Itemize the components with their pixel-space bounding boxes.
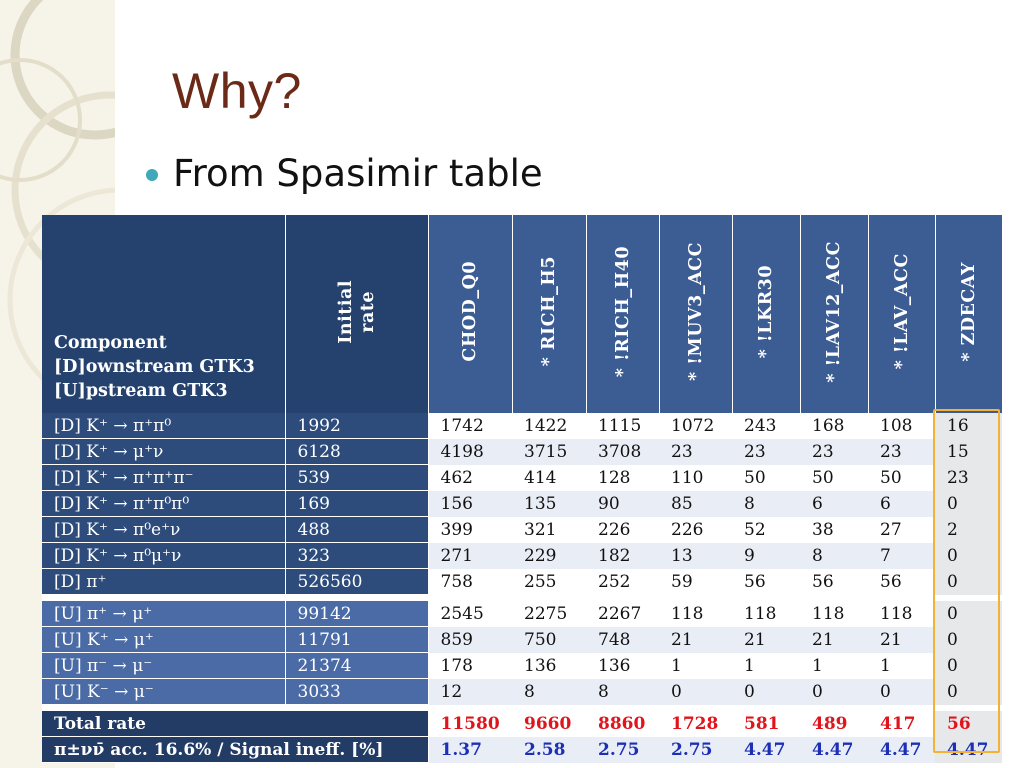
row-value: 2275 [512, 601, 586, 627]
row-value: 108 [868, 413, 935, 439]
signal-ineff-value: 4.47 [868, 737, 935, 763]
row-value: 8 [800, 543, 868, 569]
row-value: 0 [935, 679, 1002, 705]
slide-title: Why? [172, 63, 302, 119]
row-label: [U] K⁺ → μ⁺ [42, 627, 285, 653]
row-value: 321 [512, 517, 586, 543]
component-header-line: [U]pstream GTK3 [54, 381, 228, 401]
component-header [42, 215, 285, 413]
row-value: 1115 [586, 413, 659, 439]
row-value: 4198 [428, 439, 512, 465]
row-value: 2545 [428, 601, 512, 627]
downstream-rows [42, 413, 1002, 595]
initial-rate-line: rate [357, 290, 378, 333]
row-value: 12 [428, 679, 512, 705]
initial-rate-header [285, 215, 428, 413]
row-value: 462 [428, 465, 512, 491]
row-value: 50 [800, 465, 868, 491]
row-value: 59 [659, 569, 732, 595]
row-value: 23 [732, 439, 800, 465]
row-value: 1 [800, 653, 868, 679]
row-value: 1742 [428, 413, 512, 439]
row-value: 156 [428, 491, 512, 517]
row-value: 110 [659, 465, 732, 491]
total-rows [42, 711, 1002, 763]
signal-ineff-value: 1.37 [428, 737, 512, 763]
table-row [42, 491, 1002, 517]
col-header [935, 215, 1002, 413]
signal-ineff-value: 4.47 [935, 737, 1002, 763]
row-value: 168 [800, 413, 868, 439]
column-header-label: * !LAV_ACC [891, 253, 912, 370]
total-rate-value: 1728 [659, 711, 732, 737]
component-header-line: Component [54, 333, 167, 353]
row-value: 52 [732, 517, 800, 543]
row-value: 0 [935, 627, 1002, 653]
signal-ineff-value: 4.47 [800, 737, 868, 763]
total-rate-value: 56 [935, 711, 1002, 737]
row-value: 226 [586, 517, 659, 543]
row-value: 0 [935, 601, 1002, 627]
total-rate-value: 581 [732, 711, 800, 737]
col-header [512, 215, 586, 413]
row-value: 414 [512, 465, 586, 491]
row-value: 13 [659, 543, 732, 569]
row-value: 271 [428, 543, 512, 569]
row-value: 0 [659, 679, 732, 705]
row-value: 255 [512, 569, 586, 595]
row-value: 56 [800, 569, 868, 595]
row-label: [U] π⁺ → μ⁺ [42, 601, 285, 627]
row-value: 27 [868, 517, 935, 543]
row-value: 118 [868, 601, 935, 627]
row-initial-rate: 11791 [285, 627, 428, 653]
row-value: 6 [800, 491, 868, 517]
row-value: 3715 [512, 439, 586, 465]
row-value: 8 [512, 679, 586, 705]
row-value: 243 [732, 413, 800, 439]
row-initial-rate: 21374 [285, 653, 428, 679]
column-header-label: CHOD_Q0 [460, 261, 480, 362]
row-value: 8 [732, 491, 800, 517]
row-value: 56 [868, 569, 935, 595]
row-value: 1422 [512, 413, 586, 439]
col-header [428, 215, 512, 413]
total-rate-value: 489 [800, 711, 868, 737]
row-label: [D] K⁺ → μ⁺ν [42, 439, 285, 465]
table-row [42, 601, 1002, 627]
row-value: 3708 [586, 439, 659, 465]
total-rate-value: 417 [868, 711, 935, 737]
row-value: 21 [868, 627, 935, 653]
row-value: 182 [586, 543, 659, 569]
row-value: 15 [935, 439, 1002, 465]
bullet-item [146, 152, 543, 195]
row-value: 16 [935, 413, 1002, 439]
row-value: 85 [659, 491, 732, 517]
total-rate-row [42, 711, 1002, 737]
row-value: 0 [935, 569, 1002, 595]
table-row [42, 569, 1002, 595]
row-value: 2 [935, 517, 1002, 543]
table-row [42, 627, 1002, 653]
row-label: [D] K⁺ → π⁺π⁰π⁰ [42, 491, 285, 517]
row-value: 6 [868, 491, 935, 517]
row-initial-rate: 6128 [285, 439, 428, 465]
row-value: 136 [586, 653, 659, 679]
row-value: 0 [732, 679, 800, 705]
row-label: [U] π⁻ → μ⁻ [42, 653, 285, 679]
total-rate-value: 11580 [428, 711, 512, 737]
row-value: 23 [800, 439, 868, 465]
row-initial-rate: 169 [285, 491, 428, 517]
row-value: 135 [512, 491, 586, 517]
bullet-dot-icon [146, 169, 158, 181]
row-value: 226 [659, 517, 732, 543]
row-initial-rate: 323 [285, 543, 428, 569]
table-row [42, 679, 1002, 705]
row-value: 50 [732, 465, 800, 491]
row-value: 1 [868, 653, 935, 679]
row-label: [D] K⁺ → π⁺π⁺π⁻ [42, 465, 285, 491]
column-header-label: * !RICH_H40 [612, 245, 633, 378]
table-row [42, 543, 1002, 569]
row-value: 50 [868, 465, 935, 491]
row-value: 399 [428, 517, 512, 543]
row-value: 7 [868, 543, 935, 569]
row-value: 748 [586, 627, 659, 653]
column-header-label: * !LAV12_ACC [824, 240, 844, 383]
signal-ineff-value: 2.75 [586, 737, 659, 763]
upstream-rows [42, 601, 1002, 705]
row-value: 23 [868, 439, 935, 465]
row-value: 859 [428, 627, 512, 653]
row-value: 21 [800, 627, 868, 653]
col-header [586, 215, 659, 413]
table-row [42, 653, 1002, 679]
total-rate-label: Total rate [42, 711, 428, 737]
row-value: 178 [428, 653, 512, 679]
column-header-label: * ZDECAY [958, 261, 979, 362]
column-header-label: * RICH_H5 [539, 256, 559, 367]
row-value: 0 [800, 679, 868, 705]
component-header-line: [D]ownstream GTK3 [54, 357, 255, 377]
row-initial-rate: 539 [285, 465, 428, 491]
signal-ineff-row [42, 737, 1002, 763]
row-label: [D] K⁺ → π⁰μ⁺ν [42, 543, 285, 569]
col-header [659, 215, 732, 413]
signal-ineff-value: 2.75 [659, 737, 732, 763]
row-value: 758 [428, 569, 512, 595]
row-value: 21 [732, 627, 800, 653]
row-value: 0 [935, 653, 1002, 679]
row-value: 1 [659, 653, 732, 679]
row-value: 90 [586, 491, 659, 517]
row-value: 252 [586, 569, 659, 595]
table-row [42, 517, 1002, 543]
signal-ineff-value: 2.58 [512, 737, 586, 763]
table-row [42, 439, 1002, 465]
row-value: 56 [732, 569, 800, 595]
total-rate-value: 9660 [512, 711, 586, 737]
table-row [42, 413, 1002, 439]
row-value: 118 [800, 601, 868, 627]
total-rate-value: 8860 [586, 711, 659, 737]
row-initial-rate: 3033 [285, 679, 428, 705]
signal-ineff-value: 4.47 [732, 737, 800, 763]
row-value: 0 [868, 679, 935, 705]
row-value: 1 [732, 653, 800, 679]
row-value: 128 [586, 465, 659, 491]
row-value: 23 [659, 439, 732, 465]
bullet-text: From Spasimir table [173, 152, 543, 195]
row-value: 118 [659, 601, 732, 627]
column-header-label: * !MUV3_ACC [685, 242, 706, 381]
row-initial-rate: 488 [285, 517, 428, 543]
column-header-label: * !LKR30 [756, 264, 776, 359]
row-value: 118 [732, 601, 800, 627]
row-value: 136 [512, 653, 586, 679]
col-header [732, 215, 800, 413]
row-label: [D] π⁺ [42, 569, 285, 595]
row-label: [D] K⁺ → π⁰e⁺ν [42, 517, 285, 543]
row-value: 8 [586, 679, 659, 705]
table-header-row [42, 215, 1002, 413]
col-header [800, 215, 868, 413]
signal-ineff-label: π±νν̄ acc. 16.6% / Signal ineff. [%] [42, 737, 428, 763]
initial-rate-line: Initial [335, 279, 356, 344]
col-header [868, 215, 935, 413]
row-value: 9 [732, 543, 800, 569]
row-value: 2267 [586, 601, 659, 627]
row-value: 23 [935, 465, 1002, 491]
row-label: [U] K⁻ → μ⁻ [42, 679, 285, 705]
row-value: 750 [512, 627, 586, 653]
row-initial-rate: 99142 [285, 601, 428, 627]
row-value: 0 [935, 491, 1002, 517]
table-row [42, 465, 1002, 491]
row-initial-rate: 1992 [285, 413, 428, 439]
row-value: 38 [800, 517, 868, 543]
row-initial-rate: 526560 [285, 569, 428, 595]
row-value: 229 [512, 543, 586, 569]
column-header-label [335, 280, 379, 344]
row-value: 21 [659, 627, 732, 653]
row-value: 1072 [659, 413, 732, 439]
cut-flow-table [42, 215, 1003, 763]
row-label: [D] K⁺ → π⁺π⁰ [42, 413, 285, 439]
row-value: 0 [935, 543, 1002, 569]
